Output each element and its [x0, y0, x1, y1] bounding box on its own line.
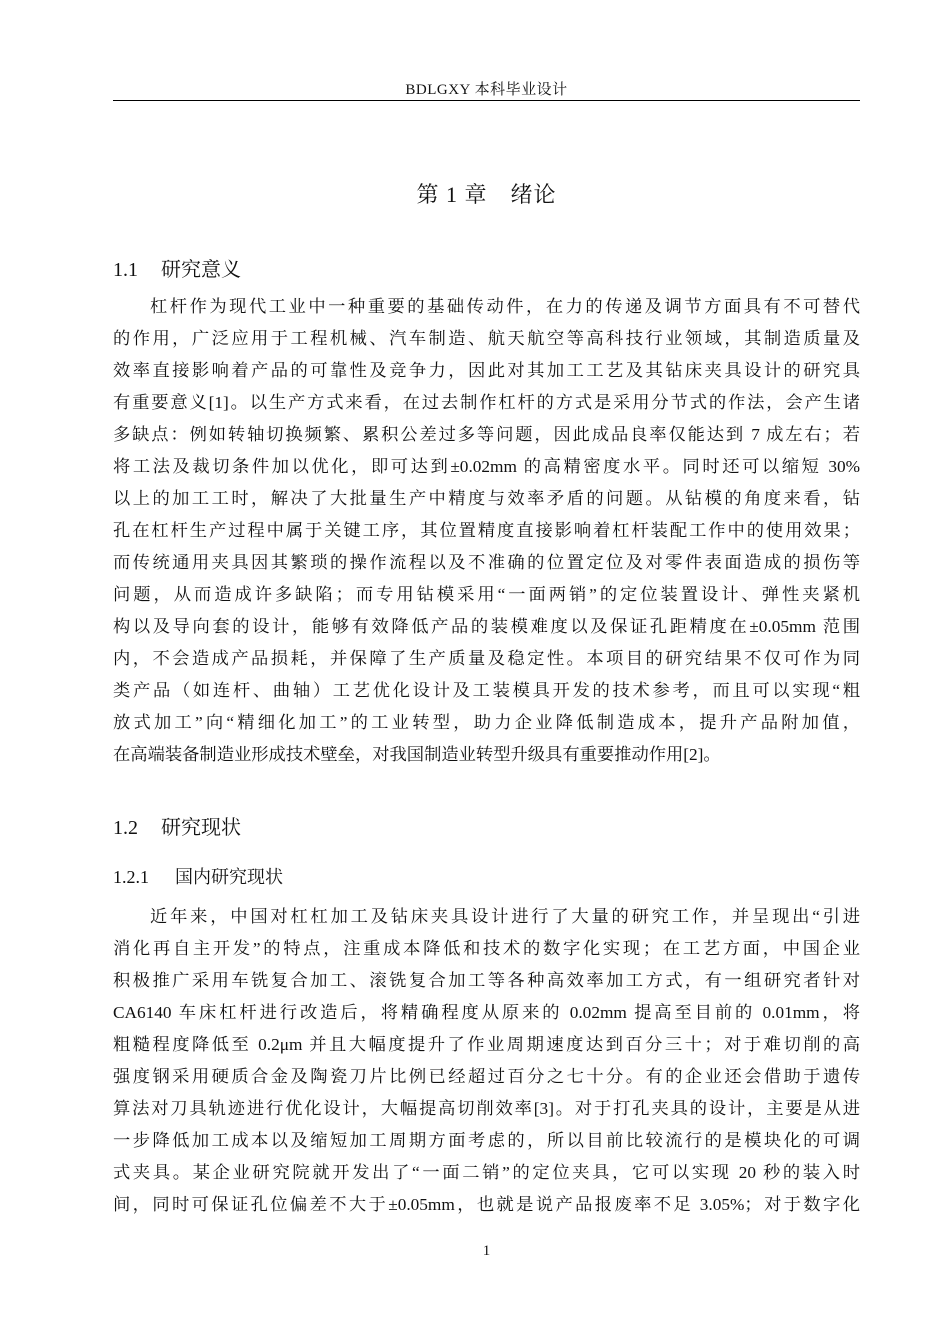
running-header: BDLGXY 本科毕业设计	[405, 82, 568, 98]
subsection-number: 1.2.1	[113, 867, 149, 887]
chapter-title: 第 1 章 绪论	[416, 182, 557, 207]
paragraph-line: 问题，从而造成许多缺陷；而专用钻模采用“一面两销”的定位装置设计、弹性夹紧机	[113, 585, 860, 604]
paragraph-line: 间，同时可保证孔位偏差不大于±0.05mm，也就是说产品报废率不足 3.05%；对于数字化	[113, 1195, 860, 1214]
header-rule	[113, 100, 860, 101]
paragraph-line: 积极推广采用车铣复合加工、滚铣复合加工等各种高效率加工方式，有一组研究者针对	[113, 971, 860, 990]
section-number: 1.2	[113, 817, 138, 839]
section-heading-1-2	[113, 811, 241, 840]
paragraph-line: 放式加工”向“精细化加工”的工业转型，助力企业降低制造成本，提升产品附加值，	[113, 713, 860, 732]
paragraph-line: 孔在杠杆生产过程中属于关键工序，其位置精度直接影响着杠杆装配工作中的使用效果；	[113, 521, 860, 540]
paragraph-line: 杠杆作为现代工业中一种重要的基础传动件，在力的传递及调节方面具有不可替代	[150, 297, 860, 316]
paragraph-line: 多缺点：例如转轴切换频繁、累积公差过多等问题，因此成品良率仅能达到 7 成左右；若	[113, 425, 860, 444]
section-title: 研究意义	[161, 259, 241, 281]
paragraph-line: 而传统通用夹具因其繁琐的操作流程以及不准确的位置定位及对零件表面造成的损伤等	[113, 553, 860, 572]
paragraph-domestic-research	[113, 901, 860, 1221]
paragraph-line: 构以及导向套的设计，能够有效降低产品的装模难度以及保证孔距精度在±0.05mm 范围	[113, 617, 860, 636]
paragraph-line: 式夹具。某企业研究院就开发出了“一面二销”的定位夹具，它可以实现 20 秒的装入时	[113, 1163, 860, 1182]
paragraph-research-significance	[113, 291, 860, 771]
subsection-heading-1-2-1	[113, 863, 283, 889]
paragraph-line: 有重要意义[1]。以生产方式来看，在过去制作杠杆的方式是采用分节式的作法，会产生诸	[113, 393, 860, 412]
paragraph-line: 消化再自主开发”的特点，注重成本降低和技术的数字化实现；在工艺方面，中国企业	[113, 939, 861, 958]
paragraph-line: 一步降低加工成本以及缩短加工周期方面考虑的，所以目前比较流行的是模块化的可调	[113, 1131, 860, 1150]
paragraph-line: 效率直接影响着产品的可靠性及竞争力，因此对其加工工艺及其钻床夹具设计的研究具	[113, 361, 860, 380]
paragraph-line: 粗糙程度降低至 0.2μm 并且大幅度提升了作业周期速度达到百分三十；对于难切削的高	[113, 1035, 860, 1054]
paragraph-line: 将工法及裁切条件加以优化，即可达到±0.02mm 的高精密度水平。同时还可以缩短 30%	[113, 457, 860, 476]
section-number: 1.1	[113, 259, 138, 281]
subsection-title: 国内研究现状	[175, 867, 283, 887]
paragraph-line: 强度钢采用硬质合金及陶瓷刀片比例已经超过百分之七十分。有的企业还会借助于遗传	[113, 1067, 860, 1086]
paragraph-line: 的作用，广泛应用于工程机械、汽车制造、航天航空等高科技行业领域，其制造质量及	[113, 329, 860, 348]
paragraph-line: 内，不会造成产品损耗，并保障了生产质量及稳定性。本项目的研究结果不仅可作为同	[113, 649, 860, 668]
paragraph-line: 在高端装备制造业形成技术壁垒，对我国制造业转型升级具有重要推动作用[2]。	[113, 745, 721, 764]
paragraph-line: 近年来，中国对杠杠加工及钻床夹具设计进行了大量的研究工作，并呈现出“引进	[150, 907, 860, 926]
paragraph-line: 以上的加工工时，解决了大批量生产中精度与效率矛盾的问题。从钻模的角度来看，钻	[113, 489, 860, 508]
section-title: 研究现状	[161, 817, 241, 839]
paragraph-line: 类产品（如连杆、曲轴）工艺优化设计及工装模具开发的技术参考，而且可以实现“粗	[113, 681, 860, 700]
page-number: 1	[482, 1243, 491, 1259]
paragraph-line: 算法对刀具轨迹进行优化设计，大幅提高切削效率[3]。对于打孔夹具的设计，主要是从进	[113, 1099, 860, 1118]
section-heading-1-1	[113, 253, 241, 282]
paragraph-line: CA6140 车床杠杆进行改造后，将精确程度从原来的 0.02mm 提高至目前的 0.01mm，将	[113, 1003, 860, 1022]
